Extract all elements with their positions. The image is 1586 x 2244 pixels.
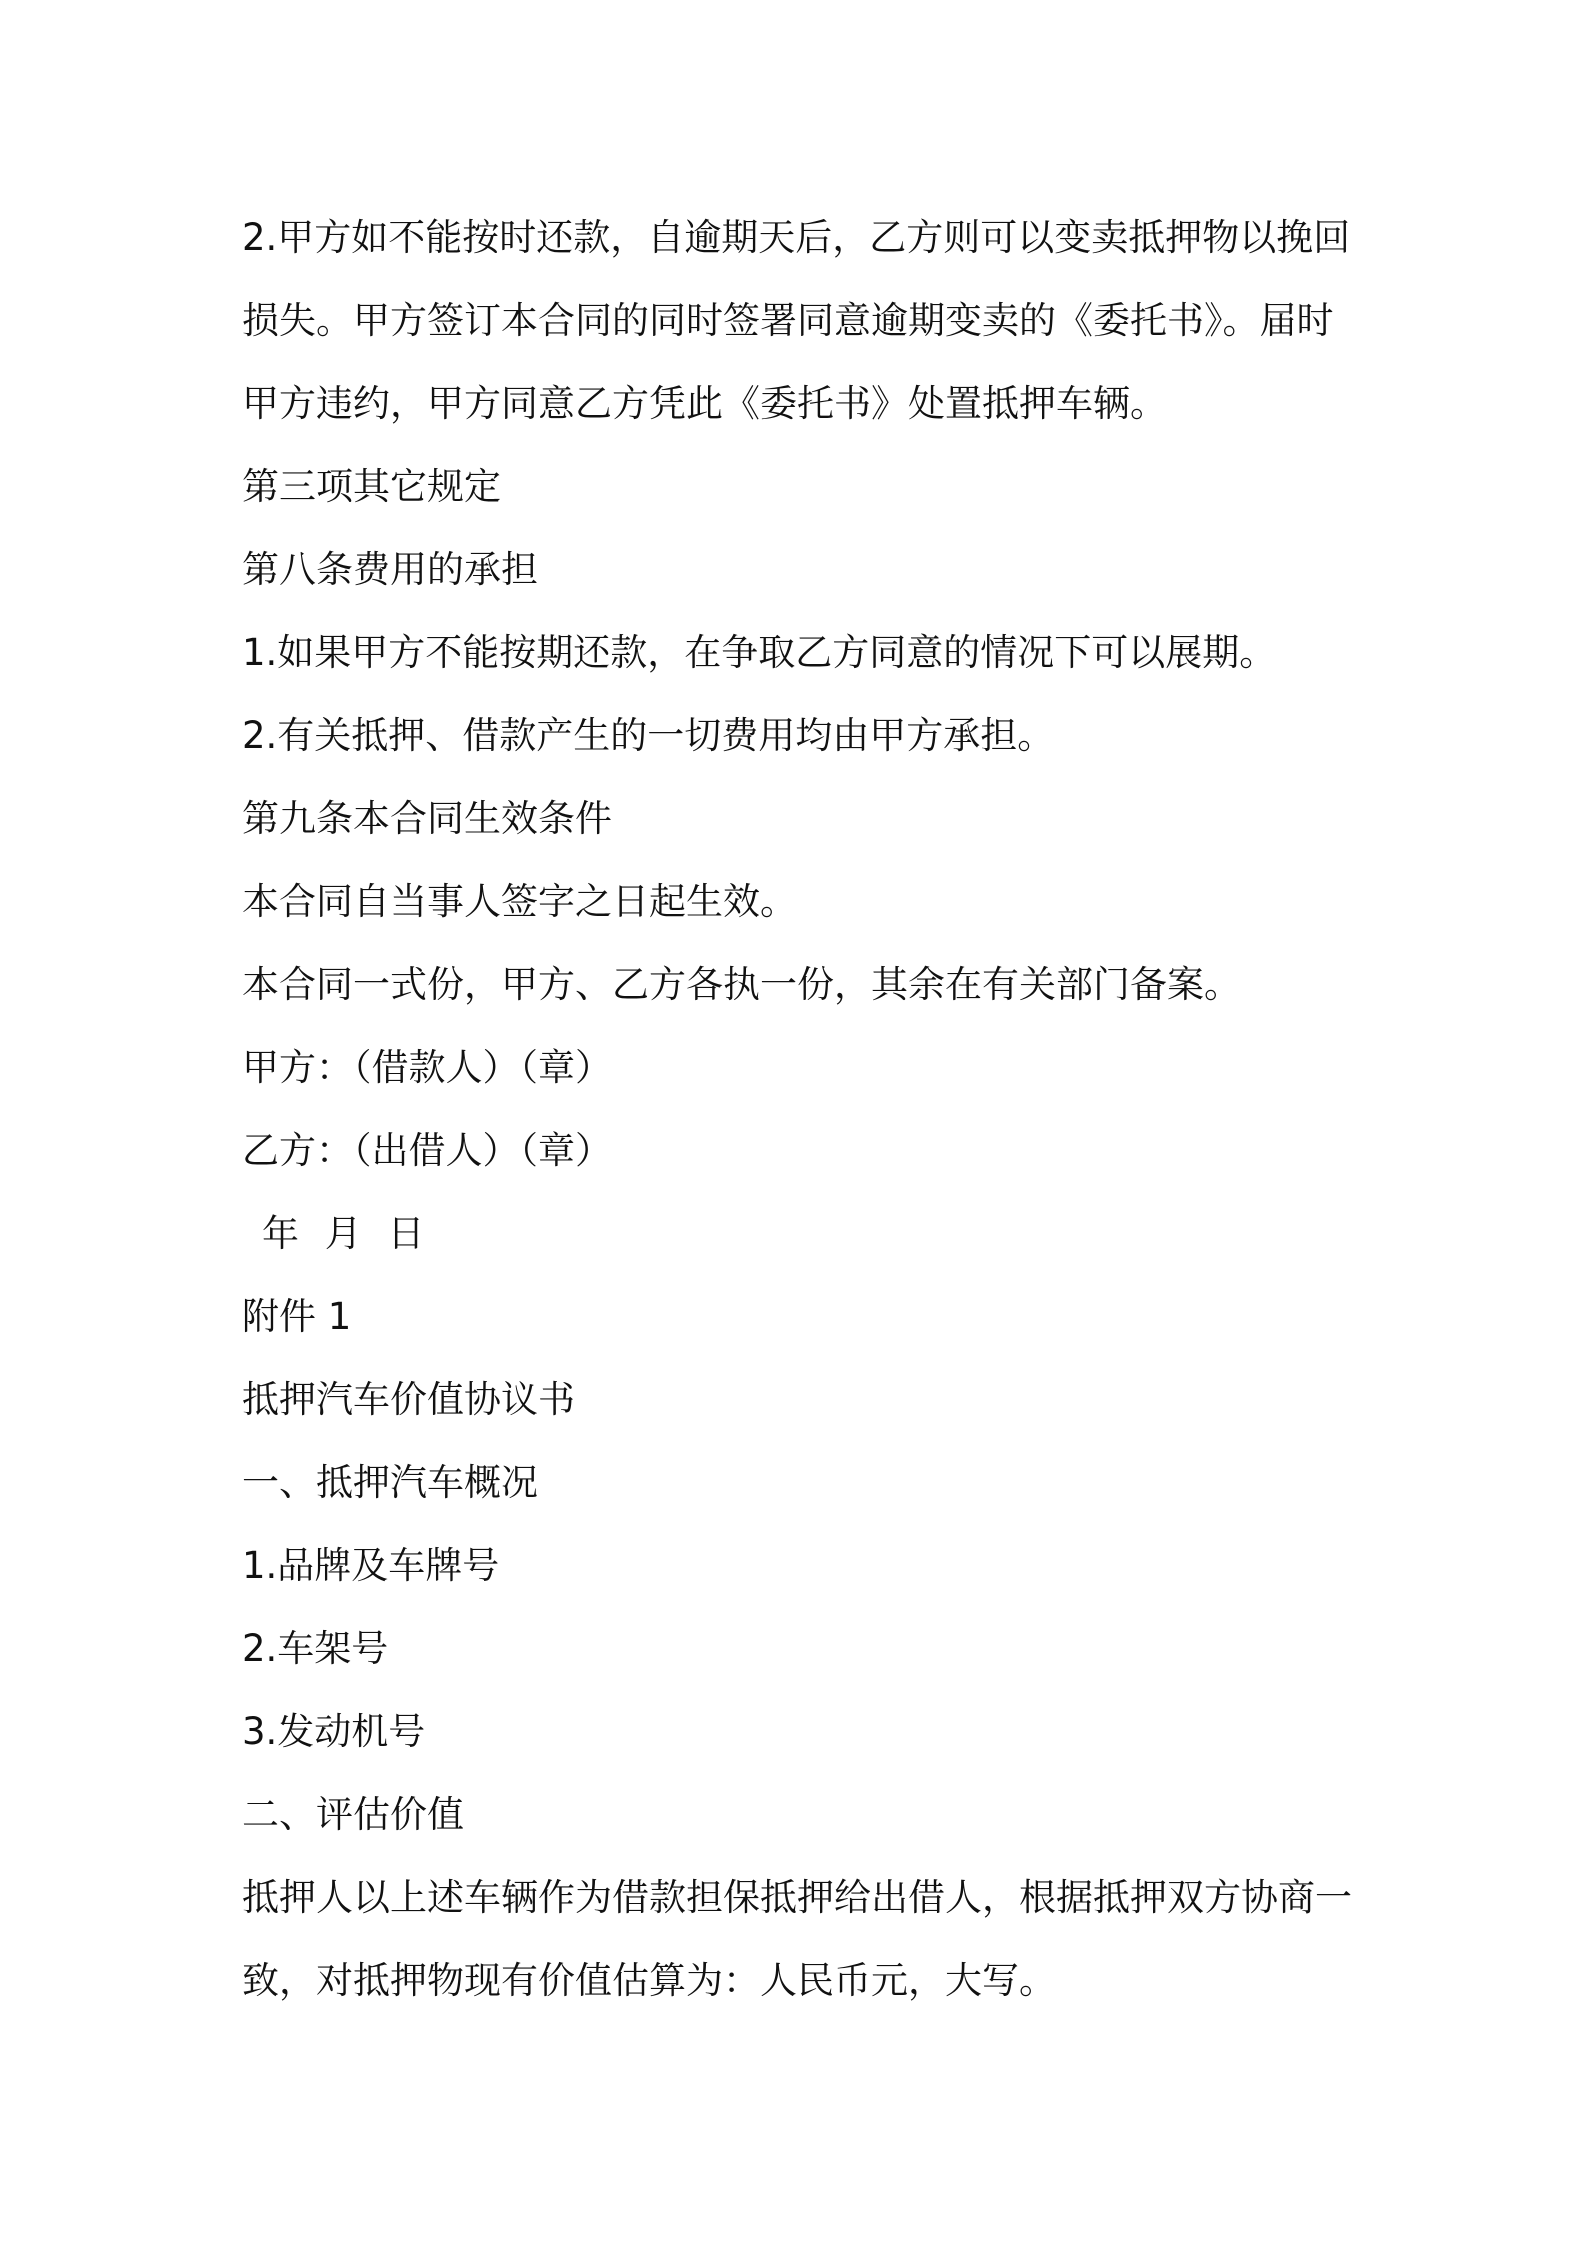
article-heading-9: 第九条本合同生效条件 <box>242 797 612 840</box>
vehicle-engine-number: 3.发动机号 <box>242 1710 426 1753</box>
document-body <box>242 196 1354 2022</box>
copies-clause: 本合同一式份，甲方、乙方各执一份，其余在有关部门备案。 <box>242 963 1241 1006</box>
party-a-signature: 甲方：（借款人）（章） <box>242 1046 612 1089</box>
valuation-line-2: 致，对抵押物现有价值估算为：人民币元，大写。 <box>242 1959 1056 2002</box>
valuation-line-1: 抵押人以上述车辆作为借款担保抵押给出借人，根据抵押双方协商一 <box>242 1876 1352 1919</box>
effective-clause: 本合同自当事人签字之日起生效。 <box>242 880 797 923</box>
paragraph-line-1: 2.甲方如不能按时还款，自逾期天后，乙方则可以变卖抵押物以挽回 <box>242 216 1351 259</box>
vehicle-frame-number: 2.车架号 <box>242 1627 389 1670</box>
article-8-clause-2: 2.有关抵押、借款产生的一切费用均由甲方承担。 <box>242 714 1055 757</box>
article-heading-8: 第八条费用的承担 <box>242 548 538 591</box>
paragraph-line-2: 损失。甲方签订本合同的同时签署同意逾期变卖的《委托书》。届时 <box>242 299 1334 342</box>
date-line: 年 月 日 <box>262 1212 425 1255</box>
paragraph-line-3: 甲方违约，甲方同意乙方凭此《委托书》处置抵押车辆。 <box>242 382 1167 425</box>
article-8-clause-1: 1.如果甲方不能按期还款，在争取乙方同意的情况下可以展期。 <box>242 631 1277 674</box>
section-heading-valuation: 二、评估价值 <box>242 1793 464 1836</box>
attachment-label: 附件 1 <box>242 1295 352 1338</box>
section-heading-vehicle-overview: 一、抵押汽车概况 <box>242 1461 538 1504</box>
attachment-title: 抵押汽车价值协议书 <box>242 1378 575 1421</box>
vehicle-brand-plate: 1.品牌及车牌号 <box>242 1544 500 1587</box>
party-b-signature: 乙方：（出借人）（章） <box>242 1129 612 1172</box>
section-heading-other-provisions: 第三项其它规定 <box>242 465 501 508</box>
